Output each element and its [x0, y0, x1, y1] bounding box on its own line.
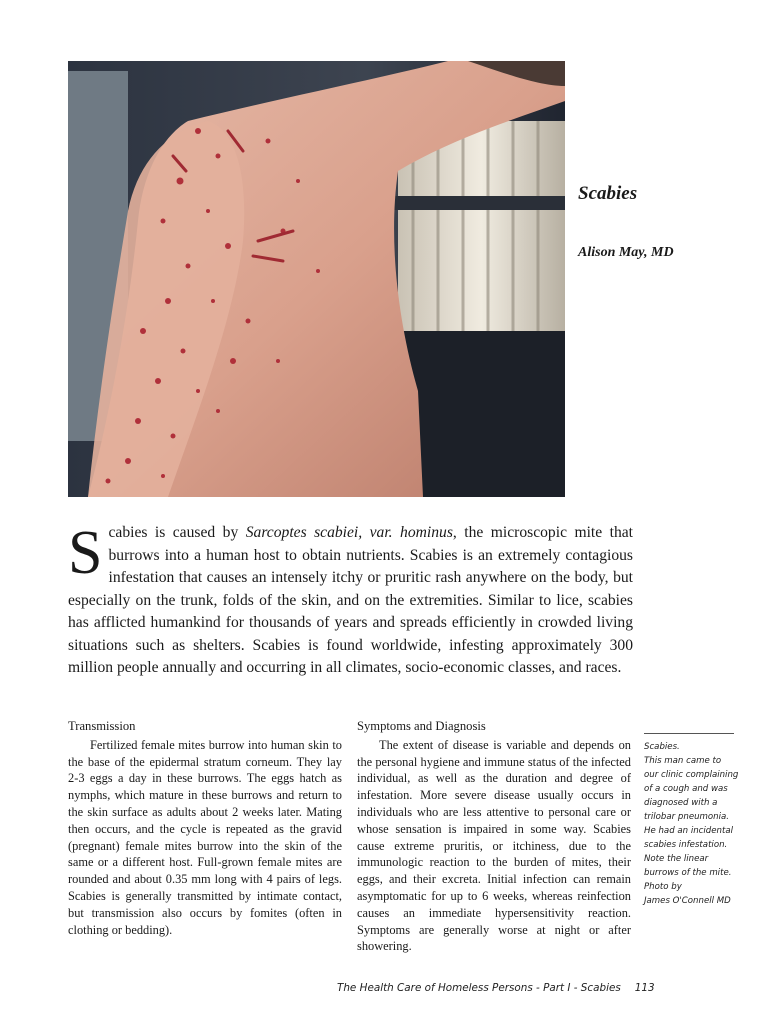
intro-paragraph [68, 519, 634, 680]
symptoms-heading: Symptoms and Diagnosis [357, 719, 486, 733]
photo-caption [644, 740, 740, 908]
scabies-photo-illustration [68, 61, 565, 497]
caption-line: Note the linear [644, 854, 709, 864]
intro-text-rest: , the microscopic mite that burrows into a human host to obtain nutrients. Scabies is an extremely contagious infestation that causes an intensely itchy or pruritic rash anywhere on the body, but especially on the trunk, folds of the skin, and on the extremities. Similar to lice, scabies has afflicted humankind for thousands of years and spreads efficiently in crowded living situations such as shelters. Scabies is found worldwide, infesting approximately 300 million people annually and occurring in all climates, socio-economic classes, and races. [68, 524, 634, 676]
transmission-section [68, 718, 342, 938]
intro-text-start: cabies is caused by [108, 524, 246, 541]
caption-line: of a cough and was [644, 784, 728, 794]
caption-line: our clinic complaining [644, 770, 739, 780]
caption-line: Scabies. [644, 742, 680, 752]
running-title: The Health Care of Homeless Persons - Part I - Scabies [337, 982, 621, 994]
caption-line: trilobar pneumonia. [644, 812, 730, 822]
transmission-heading: Transmission [68, 719, 136, 733]
symptoms-section [357, 718, 631, 955]
caption-line: diagnosed with a [644, 798, 718, 808]
caption-line: Photo by [644, 882, 682, 892]
page-number: 113 [634, 982, 655, 994]
caption-line: This man came to [644, 756, 722, 766]
article-title: Scabies [578, 183, 638, 204]
caption-line: scabies infestation. [644, 840, 728, 850]
symptoms-body: The extent of disease is variable and depends on the personal hygiene and immune status of the infected individual, as well as the duration and degree of infestation. More severe disease usually occurs in individuals who are less attentive to personal care or whose sensation is impaired in some way. Scabies cause extreme pruritis, or itchiness, due to the immunologic reaction to the burden of mites, their eggs, and their excreta. Initial infection can remain asymptomatic for up to 6 weeks, whereas reinfection causes an immediate hypersensitivity reaction. Symptoms are generally worse at night or after showering. [357, 737, 631, 954]
transmission-body: Fertilized female mites burrow into human skin to the base of the epidermal stratum corneum. They lay 2-3 eggs a day in these burrows. The eggs hatch as nymphs, which mature in these burrows and return to the skin surface as adults about 2 weeks later. Mating then occurs, and the cycle is repeated as the gravid (pregnant) female mites burrow into the skin of the same or a different host. Full-grown female mites are rounded and about 0.35 mm long with 4 pairs of legs. Scabies is generally transmitted by intimate contact, but transmission also occurs by fomites (often in clothing or bedding). [68, 737, 342, 937]
caption-line: James O'Connell MD [644, 896, 731, 906]
caption-divider [644, 733, 734, 734]
scabies-photo [68, 61, 565, 497]
caption-line: burrows of the mite. [644, 868, 732, 878]
article-author: Alison May, MD [578, 245, 674, 260]
species-name: Sarcoptes scabiei, var. hominus [245, 524, 453, 541]
page-footer [337, 982, 655, 994]
drop-cap: S [68, 519, 103, 587]
caption-line: He had an incidental [644, 826, 733, 836]
